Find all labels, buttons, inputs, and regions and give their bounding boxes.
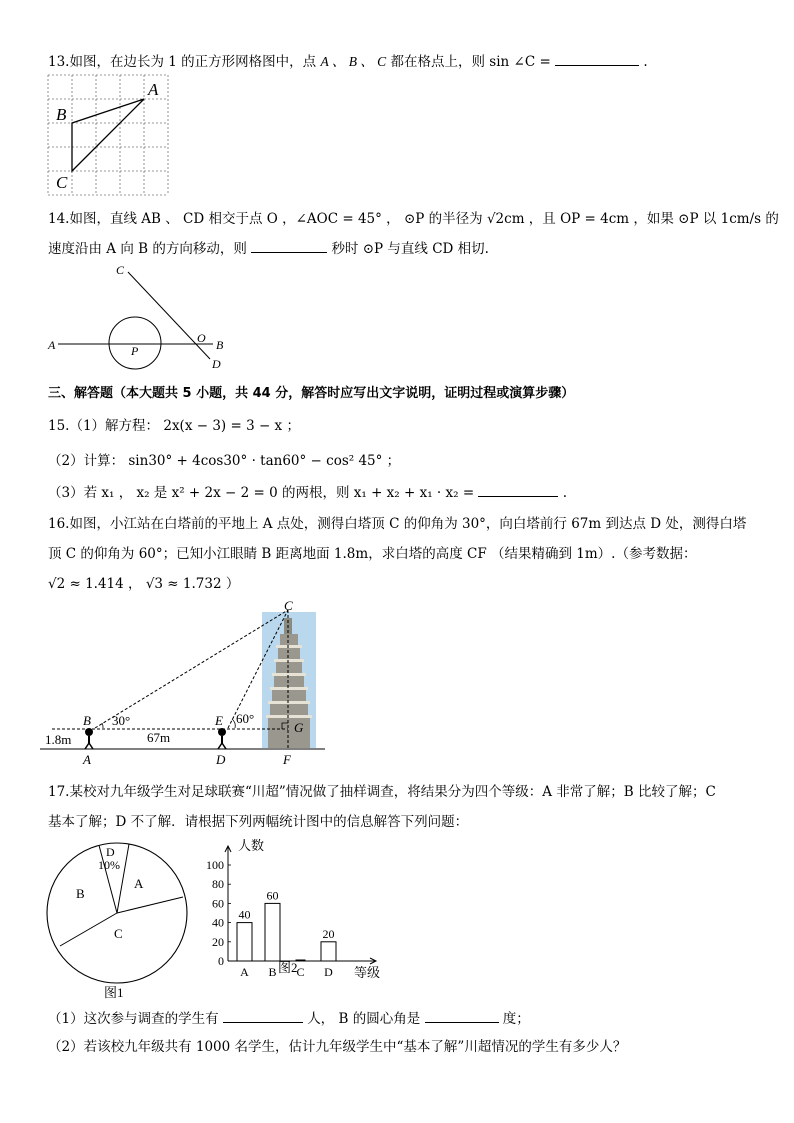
- person-at-a: [85, 728, 93, 749]
- q16-line3: √2 ≈ 1.414 ， √3 ≈ 1.732 ）: [48, 576, 240, 592]
- pie-label-d: D: [106, 845, 115, 859]
- q17-sub1-pre: （1）这次参与调查的学生有: [48, 1011, 219, 1027]
- q17-line1: 17.某校对九年级学生对足球联赛“川超”情况做了抽样调查，将结果分为四个等级：A 非常了解；B 比较了解；C: [48, 784, 716, 800]
- bar-b: [265, 903, 280, 961]
- pie-slice-boundary-4: [60, 913, 117, 946]
- q15-part1: 15.（1）解方程： 2x(x − 3) = 3 − x ；: [48, 418, 300, 434]
- label-a: A: [83, 752, 91, 767]
- bar-d: [321, 942, 336, 961]
- q13-triangle: [72, 99, 144, 171]
- angle-30-label: 30°: [112, 713, 131, 728]
- q14-circle-p: [109, 317, 161, 369]
- q14-line1: 14.如图，直线 AB 、 CD 相交于点 O ，∠AOC = 45° ， ⊙P 的半径为 √2cm ，且 OP = 4cm ，如果 ⊙P 以 1cm/s 的: [48, 211, 779, 227]
- q13-end: .: [643, 54, 648, 70]
- q14-label-b: B: [216, 338, 224, 352]
- x-tick-label: C: [296, 965, 305, 979]
- q15-part3-end: .: [562, 485, 568, 501]
- label-b: B: [83, 713, 91, 728]
- q13-text-mid: 都在格点上，则 sin ∠C =: [390, 54, 551, 70]
- person-at-d: [218, 728, 226, 749]
- angle-60-label: 60°: [236, 711, 255, 726]
- pie-caption: 图1: [104, 985, 124, 1000]
- q15-part2: （2）计算： sin30° + 4cos30° · tan60° − cos² 45° ；: [48, 453, 401, 469]
- angle-arc-60: [232, 719, 235, 728]
- bar-value-label: 40: [238, 907, 251, 922]
- label-c: C: [284, 598, 293, 613]
- q14-line-cd: [128, 272, 210, 359]
- pie-chart: [44, 840, 194, 1000]
- pagoda-picture: [262, 612, 316, 748]
- q15-answer-blank: [478, 482, 558, 497]
- section3-heading: 三、解答题（本大题共 5 小题，共 44 分，解答时应写出文字说明，证明过程或演算步骤）: [48, 386, 575, 401]
- bar-chart: [190, 828, 390, 1000]
- bar-caption: 图2: [278, 960, 298, 975]
- q14-label-o: O: [197, 331, 206, 345]
- q17-blank-count: [223, 1008, 303, 1023]
- q14-label-c: C: [116, 263, 125, 277]
- y-tick-label: 100: [206, 858, 224, 872]
- q13-grid-figure: [48, 75, 178, 200]
- y-tick-label: 40: [212, 915, 224, 930]
- q17-line2: 基本了解；D 不了解．请根据下列两幅统计图中的信息解答下列问题：: [48, 814, 469, 830]
- bar-layer: [206, 838, 380, 980]
- x-tick-label: B: [268, 965, 277, 979]
- q14-line2-post: 秒时 ⊙P 与直线 CD 相切.: [331, 241, 489, 257]
- height-label: 1.8m: [45, 732, 72, 747]
- bar-value-label: 60: [266, 888, 279, 903]
- pie-slice-boundary-2: [117, 844, 129, 913]
- q17-sub1-end: 度；: [502, 1011, 530, 1027]
- q13-answer-blank: [555, 51, 639, 66]
- pie-slice-boundary-3: [117, 897, 183, 913]
- bar-value-label: 20: [322, 926, 335, 941]
- q13-label-a: A: [148, 80, 159, 99]
- y-tick-label: 20: [212, 934, 224, 949]
- pie-label-b: B: [76, 886, 85, 901]
- pie-label-c: C: [114, 926, 123, 941]
- q13-question: [48, 50, 648, 70]
- distance-label: 67m: [147, 730, 171, 745]
- sight-line-b: [95, 610, 288, 728]
- q14-label-d: D: [212, 357, 221, 371]
- q17-blank-angle: [425, 1008, 499, 1023]
- label-e: E: [215, 713, 223, 728]
- q14-line2: [48, 237, 489, 257]
- x-tick-label: A: [240, 965, 249, 979]
- x-axis-title: 等级: [354, 965, 381, 980]
- q17-sub2: （2）若该校九年级共有 1000 名学生，估计九年级学生中“基本了解”川超情况的学生有多少人？: [48, 1039, 627, 1055]
- bar-a: [237, 923, 252, 961]
- q15-part3-pre: （3）若 x₁ ， x₂ 是 x² + 2x − 2 = 0 的两根，则 x₁ + x₂ + x₁ · x₂ =: [48, 485, 475, 501]
- q13-label-c: C: [56, 173, 68, 192]
- label-f: F: [283, 752, 291, 767]
- y-tick-label: 80: [212, 877, 224, 892]
- pie-label-d-pct: 10%: [98, 858, 120, 872]
- q13-points: A 、 B 、 C: [320, 54, 387, 69]
- q16-line1: 16.如图，小江站在白塔前的平地上 A 点处，测得白塔顶 C 的仰角为 30°，向白塔前行 67m 到达点 D 处，测得白塔: [48, 516, 747, 532]
- angle-arc-30: [102, 723, 103, 728]
- q13-label-b: B: [56, 105, 67, 124]
- x-tick-label: D: [324, 965, 333, 979]
- y-tick-label: 0: [218, 954, 224, 968]
- q17-sub1-mid: 人， B 的圆心角是: [307, 1011, 421, 1027]
- q17-sub1: [48, 1007, 530, 1027]
- q14-figure: [48, 262, 248, 372]
- q14-label-p: P: [131, 344, 139, 358]
- label-g: G: [294, 720, 304, 735]
- pie-label-a: A: [134, 876, 144, 891]
- label-d: D: [216, 752, 226, 767]
- q14-answer-blank: [251, 238, 327, 253]
- q14-line2-pre: 速度沿由 A 向 B 的方向移动，则: [48, 241, 247, 257]
- y-tick-label: 60: [212, 896, 224, 911]
- y-axis-title: 人数: [238, 838, 265, 853]
- q13-text-pre: 13.如图，在边长为 1 的正方形网格图中，点: [48, 54, 317, 70]
- q16-line2: 顶 C 的仰角为 60°；已知小江眼睛 B 距离地面 1.8m，求白塔的高度 CF （结果精确到 1m）.（参考数据：: [48, 546, 697, 562]
- q14-label-a: A: [48, 338, 56, 352]
- q16-tower-figure: [40, 598, 340, 770]
- q15-part3: [48, 481, 567, 501]
